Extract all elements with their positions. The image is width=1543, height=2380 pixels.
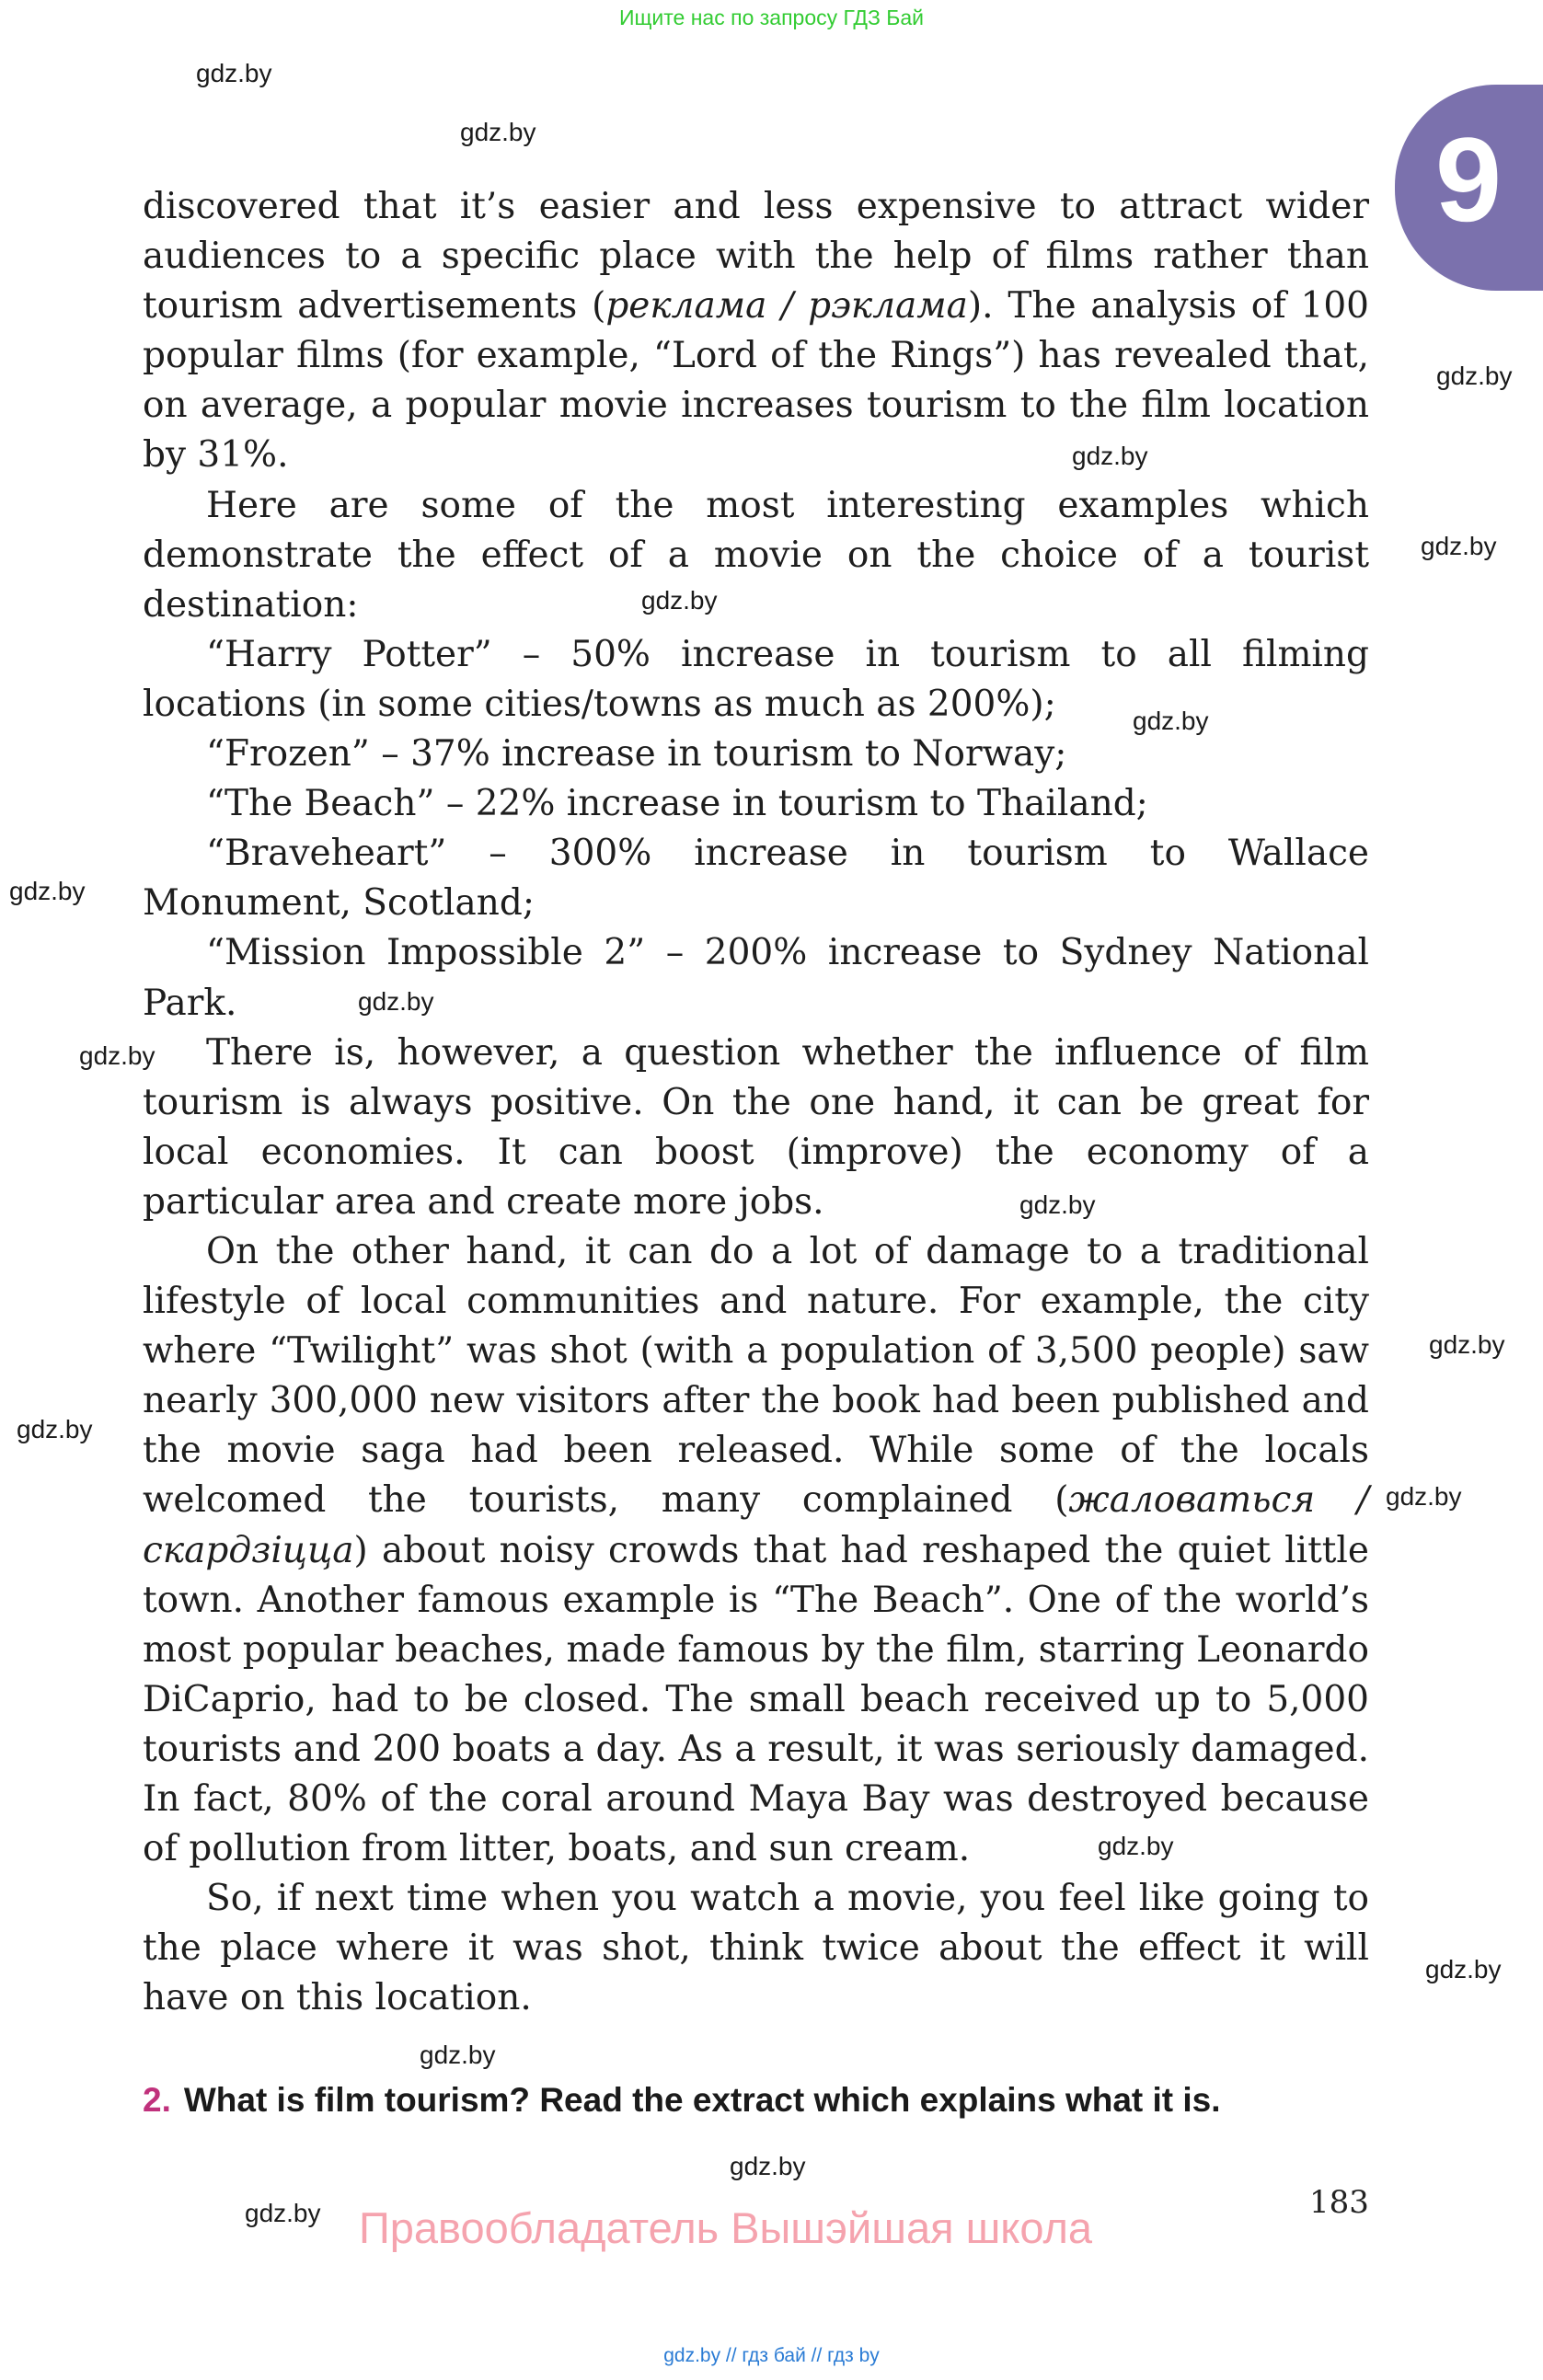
watermark: gdz.by [1425,1955,1502,1983]
translation-gloss: реклама / рэклама [605,285,968,328]
unit-number: 9 [1434,112,1503,247]
paragraph: Here are some of the most interesting examples which demonstrate the effect of a movie on the choice of a tourist destination: [143,484,1369,626]
watermark: gdz.by [460,118,536,146]
watermark: gdz.by [1133,707,1209,735]
list-item: “Braveheart” – 300% increase in tourism to Wallace Monument, Scotland; [143,833,1369,925]
task-heading [143,2081,1431,2120]
copyright-notice: Правообладатель Вышэйшая школа [358,2203,1093,2252]
watermark: gdz.by [1436,362,1513,390]
list-item: “Frozen” – 37% increase in tourism to Norway; [206,733,1067,776]
paragraph: There is, however, a question whether the influence of film tourism is always positive. On the one hand, it can be great for local economies. It can boost (improve) the economy of a particular area and create more jobs. [143,1031,1369,1223]
list-item: “Harry Potter” – 50% increase in tourism to all filming locations (in some cities/towns as much as 200%); [143,633,1369,725]
paragraph: On the other hand, it can do a lot of damage to a traditional lifestyle of local communities and nature. For example, the city where “Twilight” was shot (with a population of 3,500 people) saw nearly 300,000 new visitors after the book had been published and the movie saga had been released. While some of the locals welcomed the tourists, many complained (жаловаться / скардзіцца) about noisy crowds that had reshaped the quiet little town. Another famous example is “The Beach”. One of the world’s most popular beaches, made famous by the film, starring Leonardo DiCaprio, had to be closed. The small beach received up to 5,000 tourists and 200 boats a day. As a result, it was seriously damaged. In fact, 80% of the coral around Maya Bay was destroyed because of pollution from litter, boats, and sun cream. [143,1230,1369,1870]
task-text: What is film tourism? Read the extract which explains what it is. [183,2081,1221,2119]
watermark: gdz.by [358,987,434,1016]
watermark: gdz.by [1019,1190,1096,1219]
watermark: gdz.by [17,1415,93,1443]
footer-links[interactable]: gdz.by // гдз бай // гдз by [663,2345,880,2366]
translation-gloss: жаловаться / скардзіцца [143,1479,1369,1571]
top-banner[interactable]: Ищите нас по запросу ГДЗ Бай [618,6,925,29]
watermark: gdz.by [9,877,86,905]
article-text [143,182,1369,2023]
list-item: “The Beach” – 22% increase in tourism to Thailand; [206,783,1148,825]
list-item: “Mission Impossible 2” – 200% increase to Sydney National Park. [143,932,1369,1024]
watermark: gdz.by [79,1041,155,1070]
task-number: 2. [143,2081,171,2119]
watermark: gdz.by [641,586,718,615]
watermark: gdz.by [245,2199,321,2227]
watermark: gdz.by [1072,442,1148,470]
watermark: gdz.by [1429,1330,1505,1359]
watermark: gdz.by [196,59,272,87]
page-number: 183 [1309,2184,1369,2221]
watermark: gdz.by [420,2041,496,2069]
watermark: gdz.by [730,2152,806,2180]
watermark: gdz.by [1098,1832,1174,1860]
watermark: gdz.by [1421,532,1497,560]
paragraph: So, if next time when you watch a movie, you feel like going to the place where it was shot, think twice about the effect it will have on this location. [143,1878,1369,2019]
paragraph: discovered that it’s easier and less expensive to attract wider audiences to a specific place with the help of films rather than tourism advertisements (реклама / рэклама). The analysis of 100 popular films (for example, “Lord of the Rings”) has revealed that, on average, a popular movie increases tourism to the film location by 31%. [143,186,1369,477]
watermark: gdz.by [1386,1482,1462,1511]
